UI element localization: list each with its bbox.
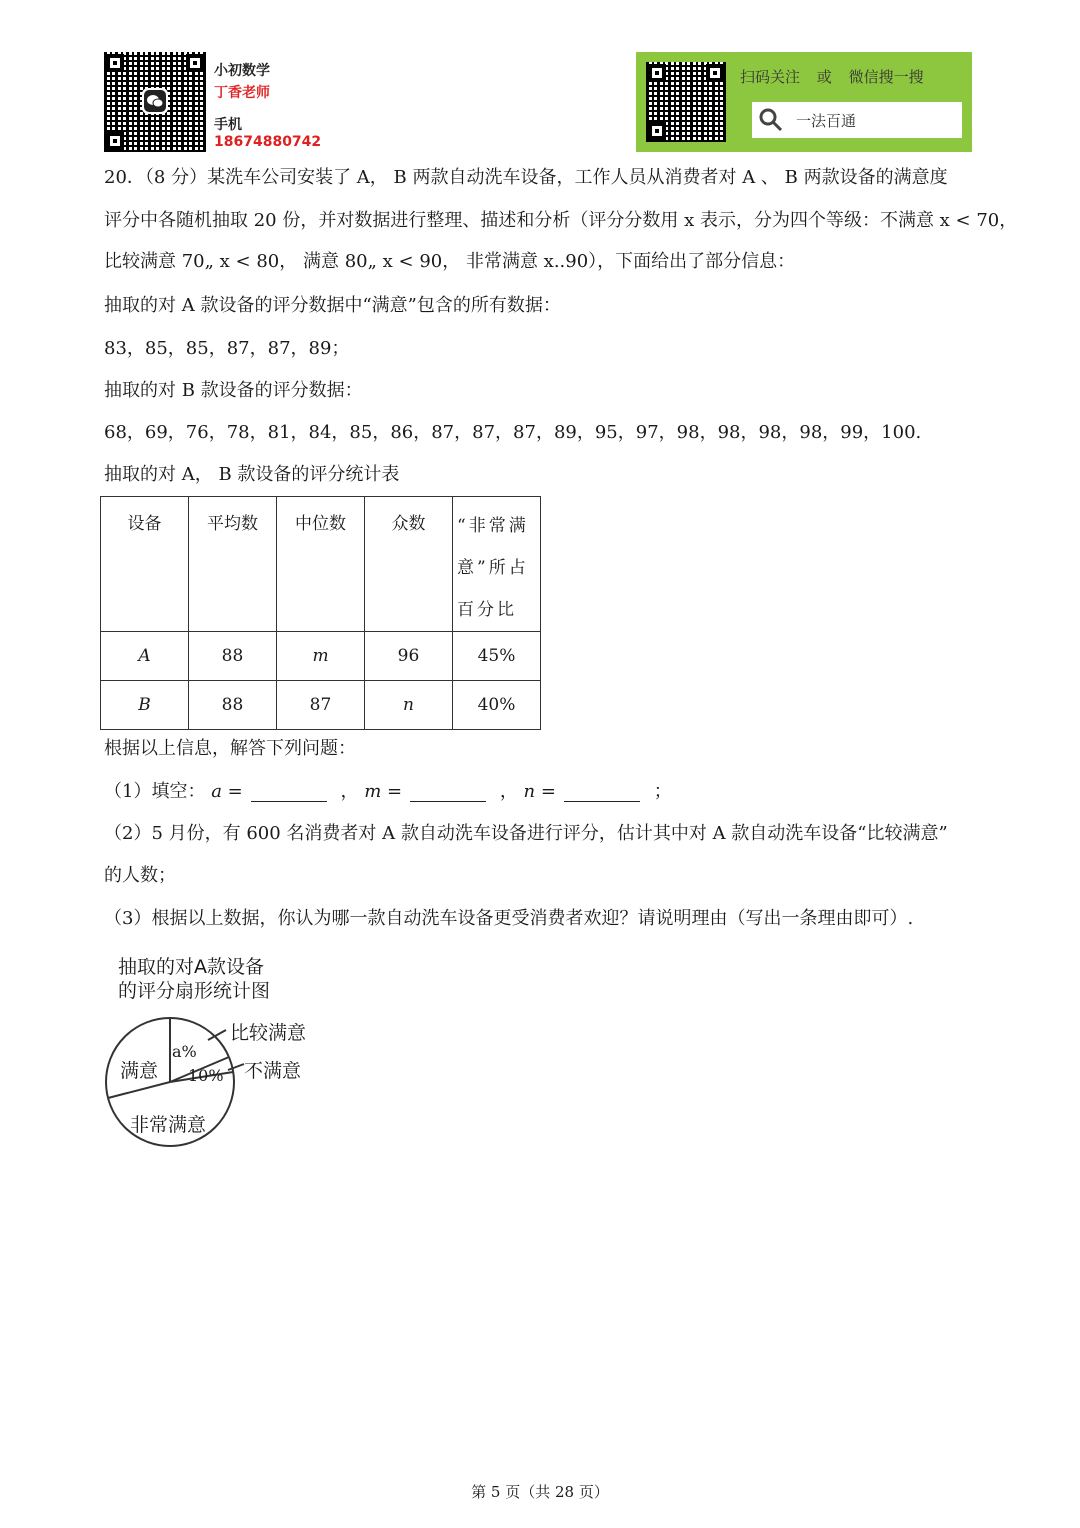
table-cell: m [277, 632, 365, 681]
question-line-4: 抽取的对 A 款设备的评分数据中“满意”包含的所有数据： [104, 295, 561, 316]
question-line-6: 抽取的对 B 款设备的评分数据： [104, 380, 363, 401]
task-1-m-label: m = [364, 781, 403, 802]
task-2-line-1: （2）5 月份，有 600 名消费者对 A 款自动洗车设备进行评分，估计其中对 A 款自动洗车设备“比较满意” [104, 823, 948, 844]
contact-line-2: 丁香老师 [214, 85, 270, 101]
table-cell: 87 [277, 681, 365, 730]
search-box[interactable] [752, 102, 962, 138]
task-1-prefix: （1）填空： [104, 781, 206, 802]
table-header: 众数 [365, 497, 453, 632]
tasks-intro: 根据以上信息，解答下列问题： [104, 738, 356, 759]
pie-label-fairly-satisfied: 比较满意 [230, 1022, 307, 1044]
task-3: （3）根据以上数据，你认为哪一款自动洗车设备更受消费者欢迎？请说明理由（写出一条理由即可）. [104, 908, 914, 929]
answer-blank-a[interactable] [251, 783, 327, 802]
pie-label-10-percent: 10% [188, 1066, 224, 1085]
contact-line-1: 小初数学 [214, 63, 270, 79]
table-cell: 96 [365, 632, 453, 681]
a-satisfied-data: 83，85，85，87，87，89； [104, 338, 350, 359]
pie-label-satisfied: 满意 [120, 1060, 159, 1082]
follow-card [636, 52, 972, 152]
table-cell: B [101, 681, 189, 730]
answer-blank-n[interactable] [564, 783, 640, 802]
table-header: 中位数 [277, 497, 365, 632]
wechat-logo-icon [142, 88, 168, 114]
answer-blank-m[interactable] [410, 783, 486, 802]
table-header: “非常满意”所占百分比 [453, 497, 541, 632]
stats-table [100, 496, 541, 730]
search-icon [758, 107, 784, 133]
table-cell: 40% [453, 681, 541, 730]
task-2-line-2: 的人数； [104, 865, 176, 886]
pie-title-line-1: 抽取的对A款设备 [118, 956, 264, 978]
follow-caption-or: 或 [816, 68, 832, 86]
task-1: （1）填空： a = ， m = ， n = ； [104, 781, 672, 802]
wechat-qr-code [104, 52, 206, 152]
b-score-data: 68，69，76，78，81，84，85，86，87，87，87，89，95，97，98，98，98，98，99，100. [104, 422, 922, 443]
table-cell: 88 [189, 681, 277, 730]
task-1-n-label: n = [523, 781, 556, 802]
table-header: 设备 [101, 497, 189, 632]
table-row [101, 632, 541, 681]
task-1-a-label: a = [211, 781, 243, 802]
pie-label-a-percent: a% [172, 1042, 197, 1061]
question-line-1: 20．（8 分）某洗车公司安装了 A， B 两款自动洗车设备，工作人员从消费者对 A 、 B 两款设备的满意度 [104, 167, 948, 188]
table-cell: 45% [453, 632, 541, 681]
contact-card [104, 52, 322, 154]
pie-label-very-satisfied: 非常满意 [130, 1114, 207, 1136]
question-line-3: 比较满意 70„ x < 80， 满意 80„ x < 90， 非常满意 x..90），下面给出了部分信息： [104, 251, 796, 272]
table-caption: 抽取的对 A， B 款设备的评分统计表 [104, 464, 400, 485]
pie-title-line-2: 的评分扇形统计图 [118, 980, 271, 1002]
table-header: 平均数 [189, 497, 277, 632]
question-line-2: 评分中各随机抽取 20 份，并对数据进行整理、描述和分析（评分分数用 x 表示，分为四个等级：不满意 x < 70， [104, 210, 1018, 231]
contact-phone: 18674880742 [214, 134, 322, 150]
table-cell: 88 [189, 632, 277, 681]
pie-label-unsatisfied: 不满意 [244, 1060, 302, 1082]
table-cell: A [101, 632, 189, 681]
follow-qr-code [646, 62, 726, 142]
follow-caption-right: 微信搜一搜 [848, 68, 924, 86]
table-row [101, 681, 541, 730]
table-cell: n [365, 681, 453, 730]
contact-line-3: 手机 [214, 117, 242, 133]
follow-caption-left: 扫码关注 [740, 68, 801, 86]
table-header-row [101, 497, 541, 632]
page-footer: 第 5 页（共 28 页） [471, 1483, 609, 1501]
search-text: 一法百通 [796, 112, 857, 130]
